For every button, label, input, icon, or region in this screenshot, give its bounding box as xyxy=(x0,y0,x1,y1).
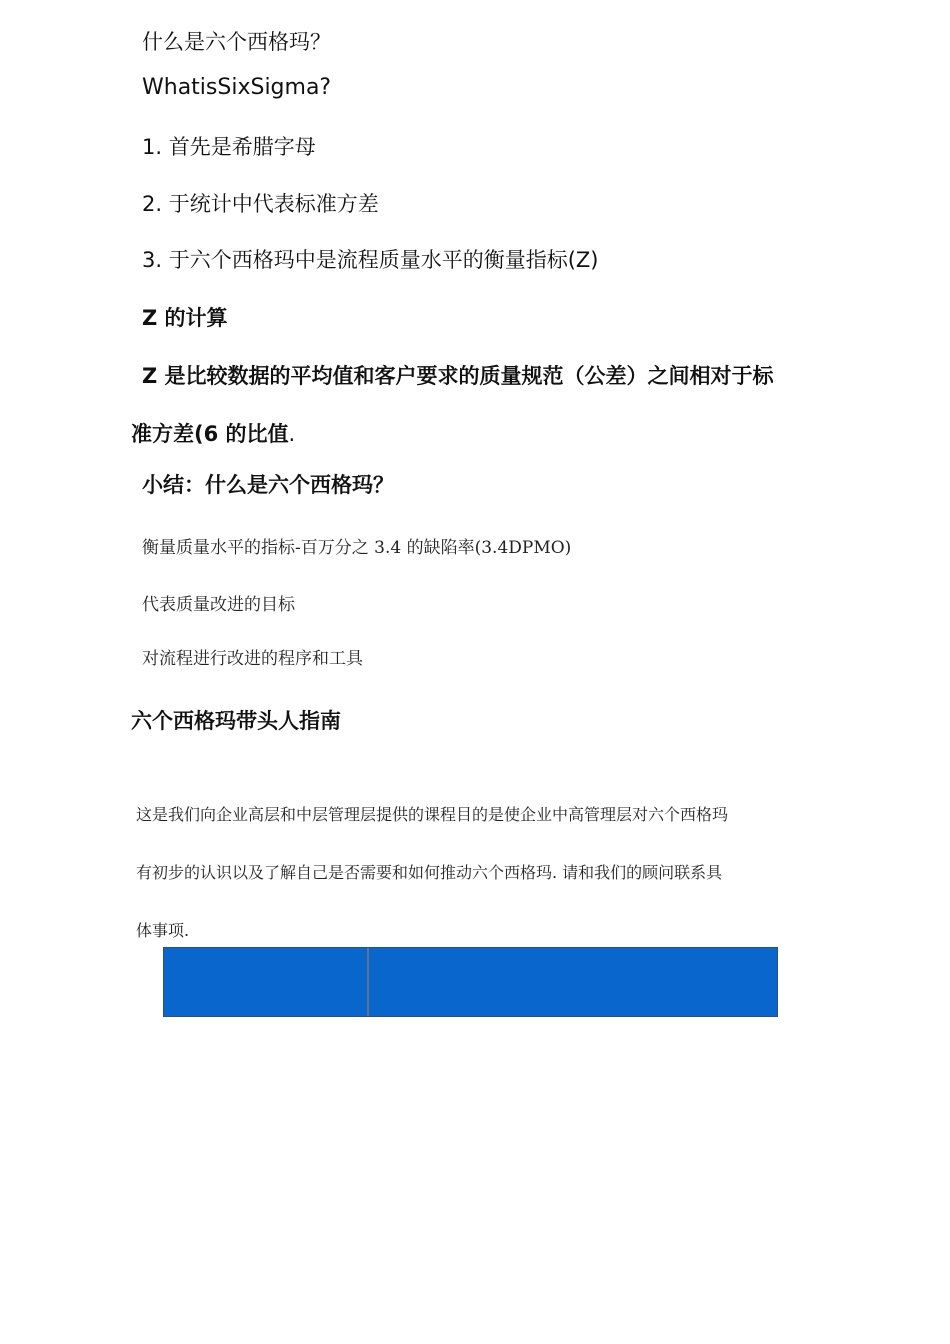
list-item: 2. 于统计中代表标准方差 xyxy=(142,192,379,216)
blue-table xyxy=(163,947,778,1017)
z-calc-description-line-2 xyxy=(131,418,295,448)
section-title-cn: 什么是六个西格玛？ xyxy=(142,30,331,54)
z-calc-description-line-2-tail: . xyxy=(288,422,296,446)
summary-heading: 小结：什么是六个西格玛？ xyxy=(142,473,394,497)
table-cell-left xyxy=(164,948,369,1016)
guide-paragraph-line: 这是我们向企业高层和中层管理层提供的课程目的是使企业中高管理层对六个西格玛 xyxy=(136,805,729,824)
guide-paragraph-line: 体事项. xyxy=(136,921,190,940)
guide-heading: 六个西格玛带头人指南 xyxy=(131,709,341,733)
table-cell-right xyxy=(369,948,777,1016)
list-item: 对流程进行改进的程序和工具 xyxy=(142,649,363,669)
guide-paragraph-line: 有初步的认识以及了解自己是否需要和如何推动六个西格玛. 请和我们的顾问联系具 xyxy=(136,863,723,882)
list-item: 代表质量改进的目标 xyxy=(142,595,295,615)
z-calc-description-line-2-bold: 准方差(6 的比值 xyxy=(131,422,289,446)
z-calc-heading: Z 的计算 xyxy=(142,306,228,330)
z-calc-description-line-1: Z 是比较数据的平均值和客户要求的质量规范（公差）之间相对于标 xyxy=(142,364,774,388)
list-item: 衡量质量水平的指标-百万分之 3.4 的缺陷率(3.4DPMO) xyxy=(142,538,572,558)
list-item: 3. 于六个西格玛中是流程质量水平的衡量指标(Z) xyxy=(142,248,599,272)
list-item: 1. 首先是希腊字母 xyxy=(142,135,316,159)
section-title-en: WhatisSixSigma? xyxy=(142,75,332,100)
